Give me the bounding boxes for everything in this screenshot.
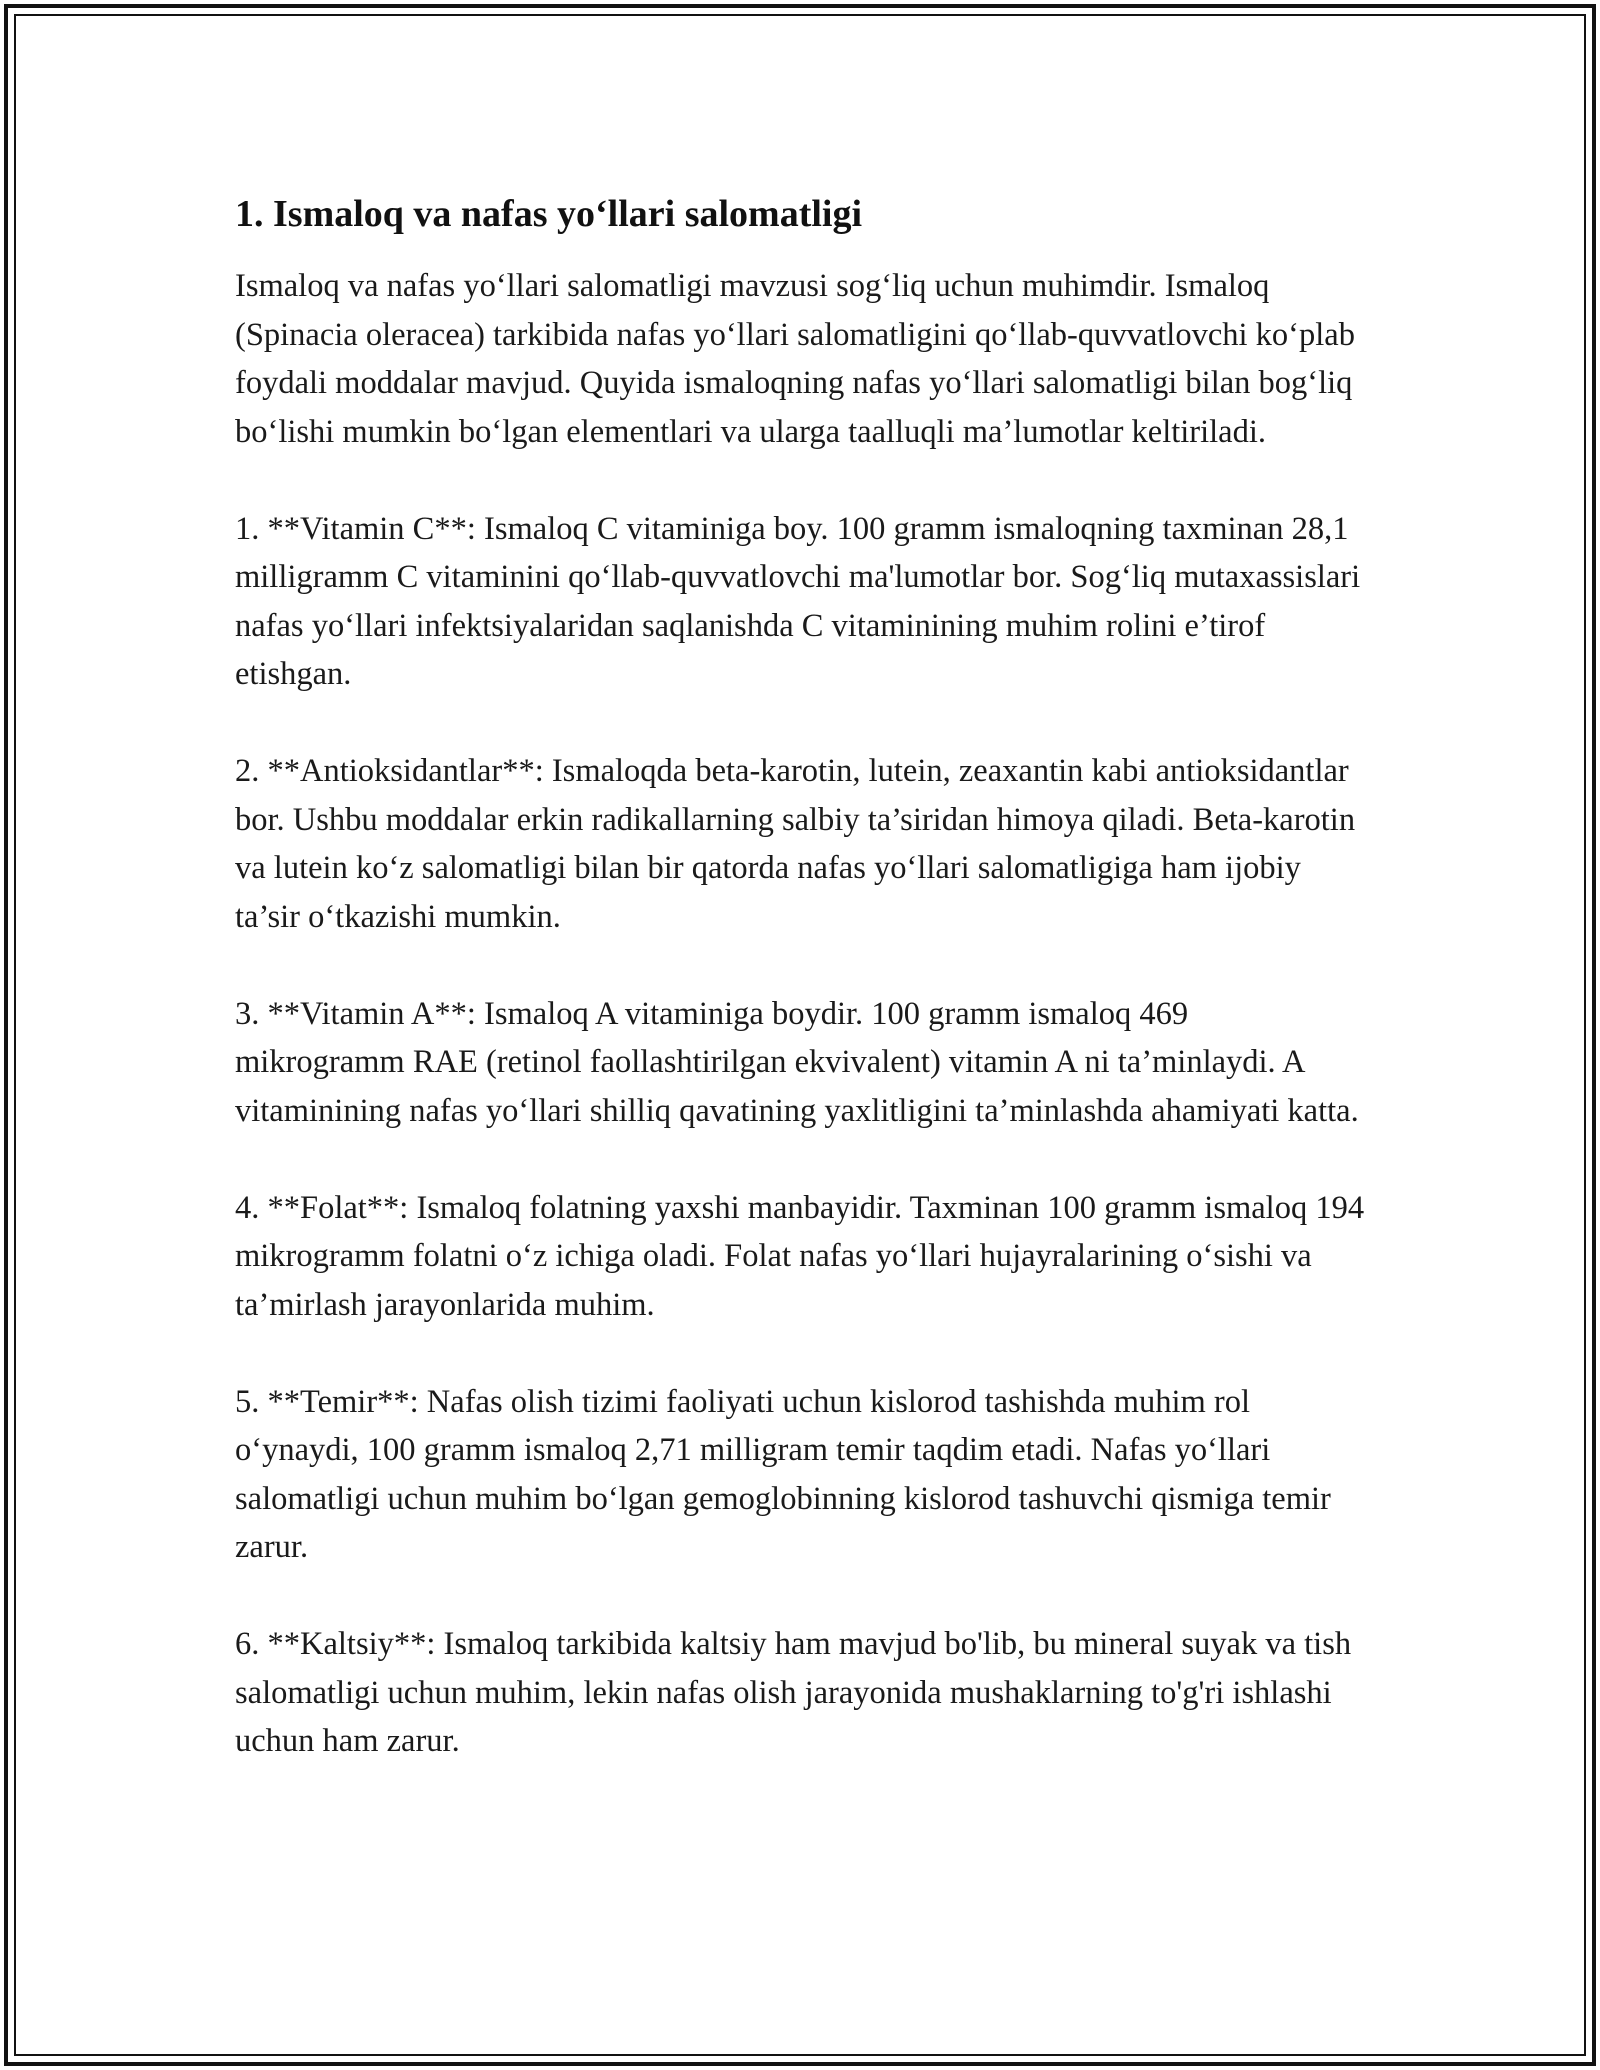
paragraph-folate: 4. **Folat**: Ismaloq folatning yaxshi manbayidir. Taxminan 100 gramm ismaloq 194 mikrogramm folatni o‘z ichiga oladi. Folat nafas yo‘llari hujayralarining o‘sishi va ta’mirlash jarayonlarida muhim. [235, 1189, 1365, 1323]
paragraph-vitamin-c: 1. **Vitamin C**: Ismaloq C vitaminiga boy. 100 gramm ismaloqning taxminan 28,1 milligramm C vitaminini qo‘llab-quvvatlovchi ma'lumotlar bor. Sog‘liq mutaxassislari nafas yo‘llari infektsiyalaridan saqlanishda C vitaminining muhim rolini e’tirof etishgan. [235, 510, 1361, 692]
paragraph-antioxidants: 2. **Antioksidantlar**: Ismaloqda beta-karotin, lutein, zeaxantin kabi antioksidantlar bor. Ushbu moddalar erkin radikallarning salbiy ta’siridan himoya qiladi. Beta-karotin va lutein ko‘z salomatligi bilan bir qatorda nafas yo‘llari salomatligiga ham ijobiy ta’sir o‘tkazishi mumkin. [235, 753, 1356, 935]
paragraph-calcium: 6. **Kaltsiy**: Ismaloq tarkibida kaltsiy ham mavjud bo'lib, bu mineral suyak va tish salomatligi uchun muhim, lekin nafas olish jarayonida mushaklarning to'g'ri ishlashi uchun ham zarur. [235, 1626, 1352, 1759]
paragraph-vitamin-a: 3. **Vitamin A**: Ismaloq A vitaminiga boydir. 100 gramm ismaloq 469 mikrogramm RAE (retinol faollashtirilgan ekvivalent) vitamin A ni ta’minlaydi. A vitaminining nafas yo‘llari shilliq qavatining yaxlitligini ta’minlashda ahamiyati katta. [235, 995, 1359, 1129]
document-title: 1. Ismaloq va nafas yo‘llari salomatligi [235, 193, 863, 235]
paragraph-iron: 5. **Temir**: Nafas olish tizimi faoliyati uchun kislorod tashishda muhim rol o‘ynaydi, 100 gramm ismaloq 2,71 milligram temir taqdim etadi. Nafas yo‘llari salomatligi uchun muhim bo‘lgan gemoglobinning kislorod tashuvchi qismiga temir zarur. [235, 1383, 1331, 1565]
document-body [235, 190, 1365, 1814]
intro-paragraph: Ismaloq va nafas yo‘llari salomatligi mavzusi sog‘liq uchun muhimdir. Ismaloq (Spinacia oleracea) tarkibida nafas yo‘llari salomatligini qo‘llab-quvvatlovchi ko‘plab foydali moddalar mavjud. Quyida ismaloqning nafas yo‘llari salomatligi bilan bog‘liq bo‘lishi mumkin bo‘lgan elementlari va ularga taalluqli ma’lumotlar keltiriladi. [235, 268, 1355, 450]
